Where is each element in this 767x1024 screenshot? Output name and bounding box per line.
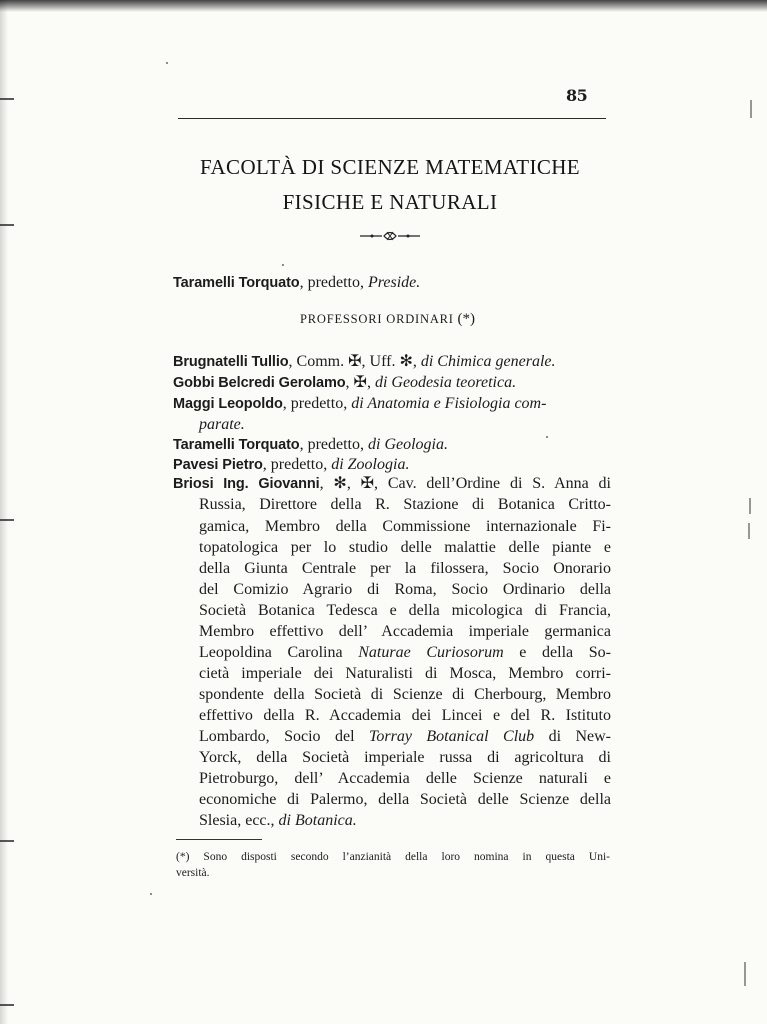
scan-left-edge	[0, 0, 8, 1024]
scan-speck	[166, 62, 168, 64]
margin-mark	[748, 523, 750, 539]
professor-entry-continuation	[199, 414, 245, 436]
professor-honors: , predetto,	[299, 436, 368, 453]
briosi-italic-segment: Naturae Curiosorum	[358, 644, 504, 661]
margin-mark	[750, 100, 752, 118]
briosi-text-segment: di New-	[534, 728, 611, 745]
margin-mark	[744, 962, 746, 986]
briosi-text-line	[199, 810, 611, 832]
professor-entry	[173, 372, 516, 395]
footnote-reference: (*)	[453, 311, 476, 327]
professor-honors: , predetto,	[262, 456, 332, 473]
briosi-text-line	[199, 642, 611, 664]
scan-speck	[150, 893, 152, 895]
professor-honors: , Comm. ✠, Uff. ✻,	[288, 353, 421, 370]
professor-name: Brugnatelli Tullio	[173, 354, 289, 370]
professor-honors: , ✠,	[345, 374, 375, 391]
preside-role: Preside.	[368, 274, 421, 291]
professor-subject-continuation: parate.	[199, 416, 245, 433]
binding-mark	[0, 840, 14, 842]
binding-mark	[0, 519, 14, 521]
scan-speck	[282, 264, 284, 266]
footnote-rule	[176, 839, 262, 840]
faculty-title-line1: FACOLTÀ DI SCIENZE MATEMATICHE	[199, 155, 581, 179]
binding-mark	[0, 98, 14, 100]
briosi-text-line: Yorck, della Società imperiale russa di agricoltura di	[199, 749, 611, 766]
scan-top-shadow	[0, 0, 767, 12]
professor-subject: di Geodesia teoretica.	[374, 374, 517, 391]
professor-subject: di Zoologia.	[331, 456, 410, 473]
professor-subject: di Chimica generale.	[420, 353, 556, 370]
briosi-text-line: Russia, Direttore della R. Stazione di Botanica Critto-	[199, 496, 611, 513]
briosi-text-line	[199, 726, 611, 748]
page-number: 85	[566, 86, 588, 105]
professor-honors: , predetto,	[282, 395, 352, 412]
section-heading	[300, 311, 475, 328]
briosi-text-segment: Leopoldina Carolina	[199, 644, 359, 661]
footnote-line: versità.	[176, 867, 210, 879]
briosi-text-line: gamica, Membro della Commissione internazionale Fi-	[199, 518, 611, 535]
professor-honors: , ✻, ✠, Cav. dell’Ordine di S. Anna di	[319, 475, 611, 492]
preside-name: Taramelli Torquato	[173, 275, 300, 291]
briosi-text-line: Membro effettivo dell’ Accademia imperiale germanica	[199, 623, 611, 640]
professor-name: Pavesi Pietro	[173, 457, 263, 473]
ornament-divider-icon	[358, 226, 422, 246]
briosi-text-segment: e della So-	[503, 644, 612, 661]
professor-entry	[173, 393, 546, 416]
briosi-italic-segment: Torray Botanical Club	[368, 728, 535, 745]
briosi-entry-first-line	[173, 473, 611, 496]
professor-entry	[173, 351, 555, 374]
professor-subject: di Geologia.	[368, 436, 448, 453]
briosi-text-line: economiche di Palermo, della Società delle Scienze della	[199, 791, 611, 808]
faculty-title-line2: FISICHE E NATURALI	[282, 190, 498, 214]
professor-name: Briosi Ing. Giovanni	[173, 476, 320, 492]
scan-speck	[546, 436, 548, 438]
professor-subject: di Anatomia e Fisiologia com-	[351, 395, 547, 412]
briosi-text-line: cietà imperiale dei Naturalisti di Mosca, Membro corri-	[199, 665, 611, 682]
briosi-text-line: Società Botanica Tedesca e della micologica di Francia,	[199, 602, 611, 619]
preside-note: , predetto,	[299, 274, 368, 291]
binding-mark	[0, 224, 14, 226]
professor-name: Gobbi Belcredi Gerolamo	[173, 375, 346, 391]
briosi-text-line: della Giunta Centrale per la filossera, Socio Onorario	[199, 560, 611, 577]
header-rule	[178, 118, 606, 119]
footnote-line: (*) Sono disposti secondo l’anzianità della loro nomina in questa Uni-	[176, 851, 610, 863]
briosi-text-line: del Comizio Agrario di Roma, Socio Ordinario della	[199, 581, 611, 598]
professor-name: Maggi Leopoldo	[173, 396, 283, 412]
briosi-italic-segment: di Botanica.	[278, 812, 357, 829]
briosi-text-segment: Slesia, ecc.,	[199, 812, 279, 829]
briosi-text-line: spondente della Società di Scienze di Cherbourg, Membro	[199, 686, 611, 703]
briosi-text-segment: Lombardo, Socio del	[199, 728, 369, 745]
professor-name: Taramelli Torquato	[173, 437, 300, 453]
margin-mark	[749, 498, 751, 514]
briosi-text-line: Pietroburgo, dell’ Accademia delle Scienze naturali e	[199, 770, 611, 787]
briosi-text-line: topatologica per lo studio delle malattie delle piante e	[199, 539, 611, 556]
section-title: PROFESSORI ORDINARI	[300, 312, 454, 326]
preside-entry	[173, 272, 420, 295]
briosi-text-line: effettivo della R. Accademia dei Lincei e del R. Istituto	[199, 707, 611, 724]
binding-mark	[0, 1004, 14, 1006]
